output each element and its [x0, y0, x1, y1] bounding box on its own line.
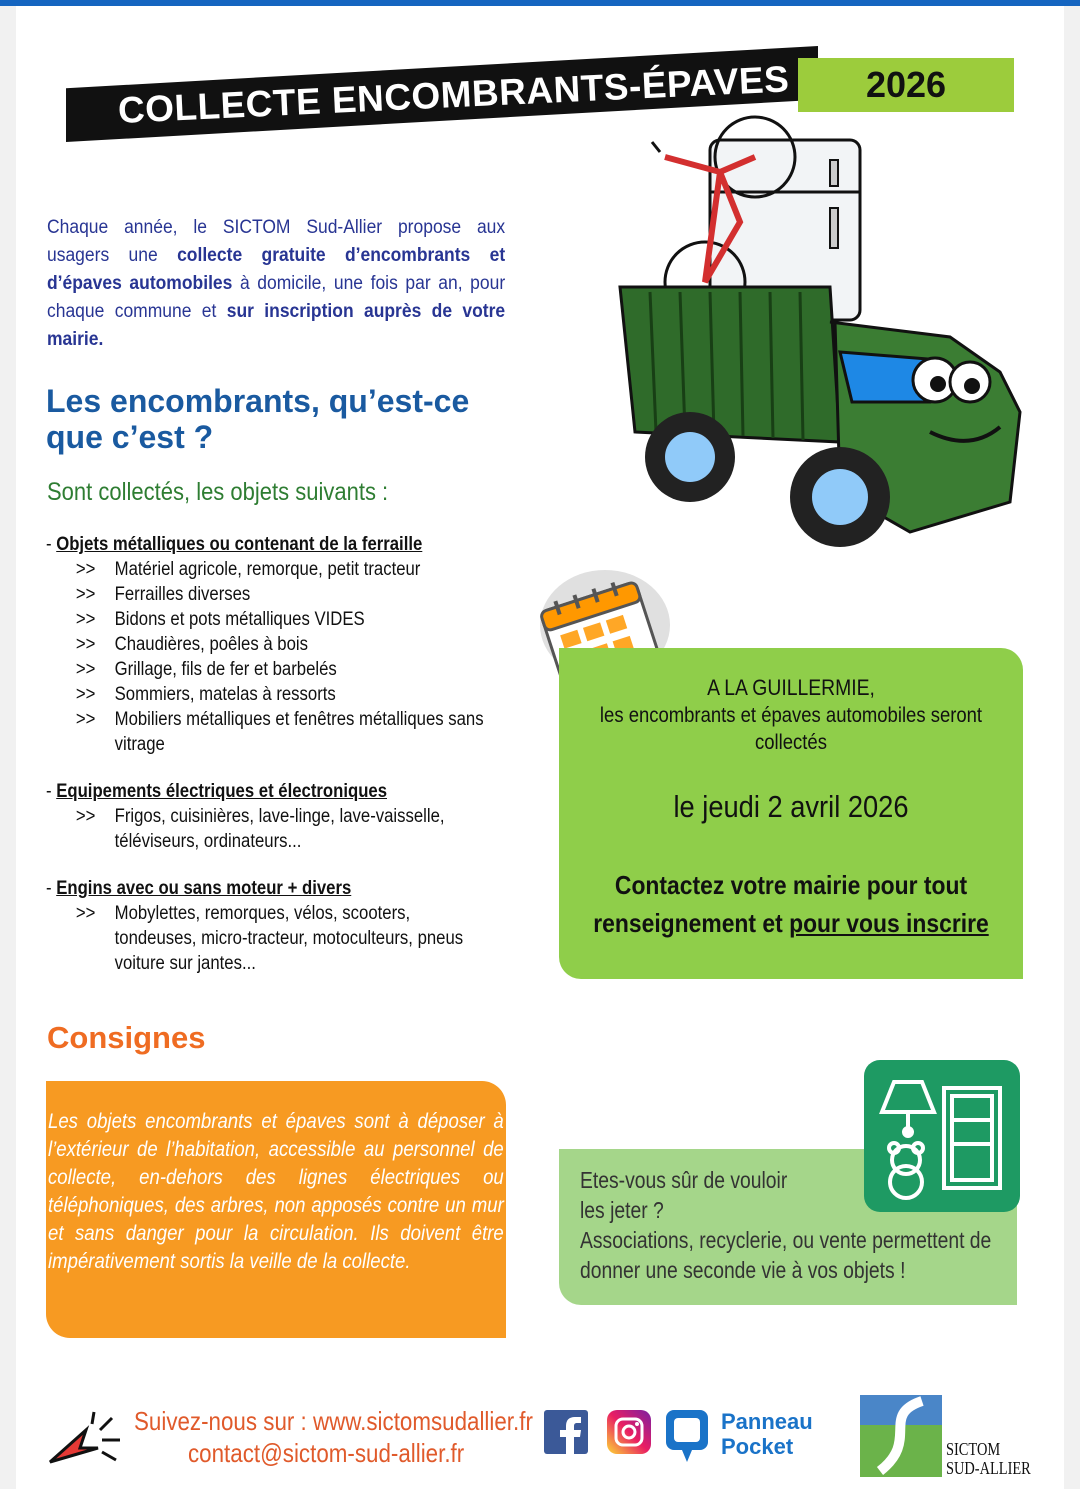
- list-item: [46, 901, 486, 976]
- list-item-text: Bidons et pots métalliques VIDES: [114, 609, 365, 630]
- consignes-heading: Consignes: [47, 1020, 206, 1055]
- category-title: Equipements électriques et électroniques: [56, 781, 388, 802]
- register-link: pour vous inscrire: [789, 908, 989, 938]
- list-item-text: Grillage, fils de fer et barbelés: [114, 659, 337, 680]
- intro-text-2: à domicile, une fois par an, pour chaque commune et: [47, 273, 506, 322]
- list-item: [46, 707, 486, 757]
- category-dash: -: [46, 534, 57, 555]
- section-subheading: Sont collectés, les objets suivants :: [47, 478, 389, 506]
- website-link[interactable]: Suivez-nous sur : www.sictomsudallier.fr: [134, 1406, 533, 1436]
- category-heading: [46, 779, 486, 804]
- list-item: [46, 632, 486, 657]
- email-link[interactable]: contact@sictom-sud-allier.fr: [188, 1438, 465, 1468]
- list-item: [46, 557, 486, 582]
- category-title: Objets métalliques ou contenant de la ferraille: [56, 534, 423, 555]
- intro-text-1: Chaque année, le SICTOM Sud-Allier propose aux usagers une: [47, 217, 506, 266]
- panneaupocket-icon[interactable]: [664, 1408, 710, 1464]
- category-title: Engins avec ou sans moteur + divers: [56, 878, 352, 899]
- reuse-line-1: Etes-vous sûr de vouloir: [580, 1167, 788, 1193]
- reuse-icon-box: [864, 1060, 1020, 1212]
- sictom-wordmark-2: SUD-ALLIER: [946, 1458, 1031, 1478]
- arrow-glyph: >>: [75, 684, 96, 705]
- category-heading: [46, 532, 486, 557]
- arrow-glyph: >>: [75, 806, 96, 827]
- page-margin-right: [1064, 6, 1080, 1489]
- instagram-icon[interactable]: [607, 1410, 651, 1454]
- list-item: [46, 804, 486, 854]
- consignes-text: Les objets encombrants et épaves sont à déposer à l’extérieur de l’habitation, accessible au personnel de collecte, en-dehors des lignes électriques ou téléphoniques, des arbres, non apposés contre un mur et sans danger pour la circulation. Ils doivent être impérativement sortis la veille de la collecte.: [48, 1110, 504, 1273]
- arrow-glyph: >>: [75, 609, 96, 630]
- page-margin-left: [0, 6, 16, 1489]
- year-box: [798, 58, 1014, 112]
- panneaupocket-label-1: Panneau: [721, 1409, 813, 1434]
- truck-illustration: [590, 112, 1030, 562]
- arrow-glyph: >>: [75, 903, 96, 924]
- intro-bold-1: collecte gratuite d’encombrants et d’épaves automobiles: [47, 245, 506, 294]
- list-item-text: Frigos, cuisinières, lave-linge, lave-vaisselle, téléviseurs, ordinateurs...: [114, 806, 445, 852]
- contact-instructions: [587, 866, 995, 942]
- page-title: COLLECTE ENCOMBRANTS-ÉPAVES: [117, 58, 791, 131]
- list-item-text: Mobylettes, remorques, vélos, scooters, tondeuses, micro-tracteur, motoculteurs, pneus voiture sur jantes...: [114, 903, 464, 974]
- facebook-icon[interactable]: [544, 1410, 588, 1454]
- sictom-logo: [860, 1395, 942, 1477]
- furniture-icon: [864, 1060, 1020, 1212]
- collection-description: les encombrants et épaves automobiles seront collectés: [599, 704, 983, 754]
- panneaupocket-label: [721, 1409, 813, 1459]
- reuse-line-2: les jeter ?: [580, 1197, 664, 1223]
- list-item-text: Matériel agricole, remorque, petit tracteur: [114, 559, 421, 580]
- list-item-text: Ferrailles diverses: [114, 584, 251, 605]
- category-dash: -: [46, 781, 57, 802]
- sictom-wordmark-1: SICTOM: [946, 1439, 1001, 1459]
- panneaupocket-label-2: Pocket: [721, 1434, 794, 1459]
- arrow-glyph: >>: [75, 584, 96, 605]
- truck-body: [620, 287, 1020, 547]
- arrow-glyph: >>: [75, 634, 96, 655]
- category-heading: [46, 876, 486, 901]
- category-dash: -: [46, 878, 57, 899]
- reuse-line-3: Associations, recyclerie, ou vente permettent de donner une seconde vie à vos objets !: [580, 1227, 992, 1283]
- list-item: [46, 582, 486, 607]
- list-item-text: Chaudières, poêles à bois: [114, 634, 308, 655]
- section-heading: Les encombrants, qu’est-ce que c’est ?: [46, 383, 470, 455]
- list-item: [46, 682, 486, 707]
- arrow-glyph: >>: [75, 659, 96, 680]
- collection-date: le jeudi 2 avril 2026: [673, 789, 909, 824]
- list-item: [46, 607, 486, 632]
- list-item-text: Sommiers, matelas à ressorts: [114, 684, 336, 705]
- arrow-glyph: >>: [75, 709, 96, 730]
- sictom-wordmark: [946, 1440, 1031, 1478]
- year-label: 2026: [865, 64, 947, 105]
- arrow-glyph: >>: [75, 559, 96, 580]
- list-item: [46, 657, 486, 682]
- commune-name: A LA GUILLERMIE,: [707, 675, 875, 700]
- cursor-click-icon: [40, 1410, 130, 1472]
- collected-items: [46, 532, 546, 976]
- list-item-text: Mobiliers métalliques et fenêtres métalliques sans vitrage: [114, 709, 484, 755]
- intro-bold-2: sur inscription auprès de votre mairie.: [47, 301, 506, 350]
- contact-text: Contactez votre mairie pour tout renseignement et: [593, 870, 968, 938]
- top-bar: [0, 0, 1080, 6]
- intro-paragraph: [47, 214, 505, 354]
